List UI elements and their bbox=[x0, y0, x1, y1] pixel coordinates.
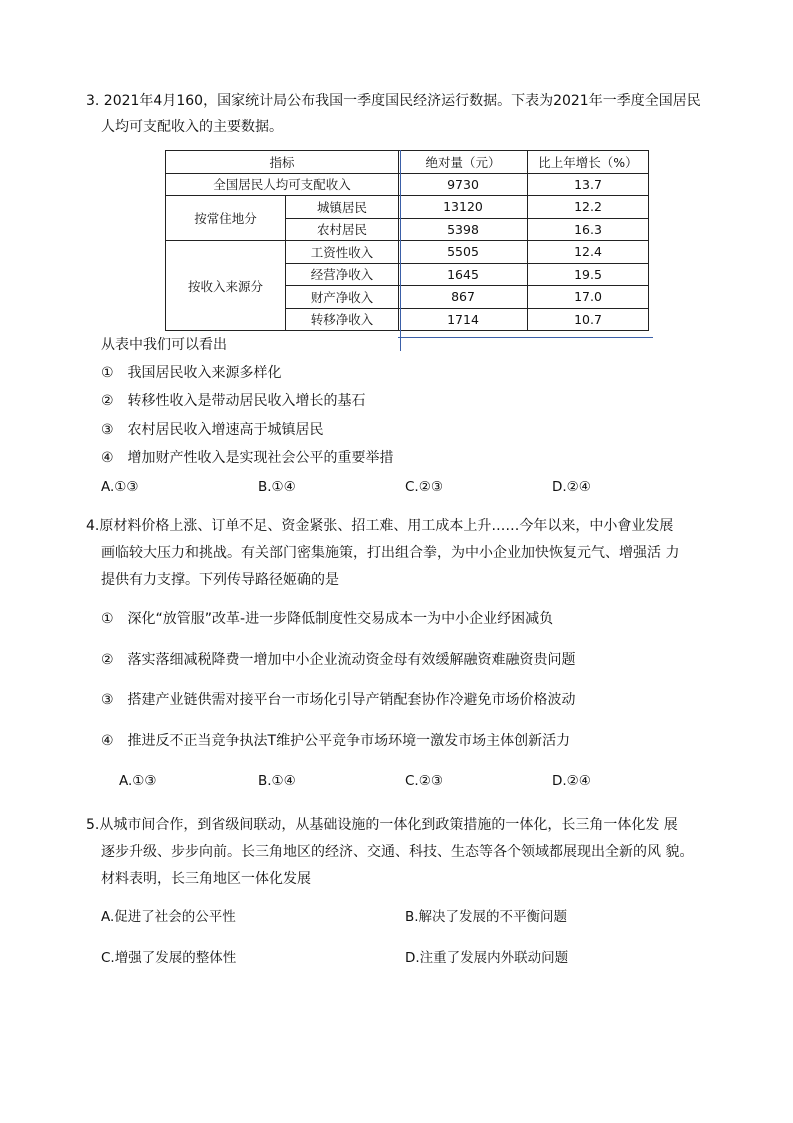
table-cell-amount: 1645 bbox=[399, 263, 528, 286]
table-cell-label: 财产净收入 bbox=[286, 286, 399, 309]
table-cell-growth: 17.0 bbox=[528, 286, 649, 309]
table-group-label: 按常住地分 bbox=[166, 196, 286, 241]
q3-stem-line1: 3. 2021年4月160，国家统计局公布我国一季度国民经济运行数据。下表为2021年一季度全国居民 bbox=[86, 93, 701, 109]
table-cell-amount: 9730 bbox=[399, 173, 528, 196]
q3-option-c[interactable]: C.②③ bbox=[405, 479, 443, 495]
q3-option-d[interactable]: D.②④ bbox=[552, 479, 591, 495]
table-row bbox=[166, 173, 649, 196]
table-cell-growth: 16.3 bbox=[528, 218, 649, 241]
q4-item-3: ③ 搭建产业链供需对接平台一市场化引导产销配套协作冷避免市场价格波动 bbox=[101, 692, 576, 708]
table-cell-amount: 13120 bbox=[399, 196, 528, 219]
table-header-row bbox=[166, 151, 649, 174]
q4-item-2: ② 落实落细减税降费一增加中小企业流动资金母有效缓解融资难融资贵问题 bbox=[101, 652, 576, 668]
q4-item-1: ① 深化“放管服”改革-进一步降低制度性交易成本一为中小企业纾困减负 bbox=[101, 611, 554, 627]
table-overlay-vertical-line bbox=[400, 150, 401, 351]
table-cell-growth: 13.7 bbox=[528, 173, 649, 196]
table-group-label: 按收入来源分 bbox=[166, 241, 286, 331]
q4-option-b[interactable]: B.①④ bbox=[258, 773, 296, 789]
table-cell-label: 农村居民 bbox=[286, 218, 399, 241]
q4-option-d[interactable]: D.②④ bbox=[552, 773, 591, 789]
table-row bbox=[166, 241, 649, 264]
q4-stem-line2: 画临较大压力和挑战。有关部门密集施策，打出组合拳，为中小企业加快恢复元气、增强活 力 bbox=[101, 545, 680, 561]
q4-item-4: ④ 推进反不正当竞争执法T维护公平竞争市场环境一激发市场主体创新活力 bbox=[101, 733, 571, 749]
q5-option-c[interactable]: C.增强了发展的整体性 bbox=[101, 950, 237, 966]
q5-option-a[interactable]: A.促进了社会的公平性 bbox=[101, 909, 236, 925]
table-cell-growth: 19.5 bbox=[528, 263, 649, 286]
table-cell-label: 城镇居民 bbox=[286, 196, 399, 219]
q3-item-4: ④ 增加财产性收入是实现社会公平的重要举措 bbox=[101, 450, 394, 466]
income-table bbox=[165, 150, 649, 331]
table-cell-label: 转移净收入 bbox=[286, 308, 399, 331]
q3-stem-line2: 人均可支配收入的主要数据。 bbox=[101, 119, 283, 135]
q5-stem-line2: 逐步升级、步步向前。长三角地区的经济、交通、科技、生态等各个领域都展现出全新的风 貌。 bbox=[101, 844, 694, 860]
q3-item-3: ③ 农村居民收入增速高于城镇居民 bbox=[101, 422, 324, 438]
table-cell-amount: 1714 bbox=[399, 308, 528, 331]
q3-option-b[interactable]: B.①④ bbox=[258, 479, 296, 495]
table-row bbox=[166, 196, 649, 219]
table-header-growth: 比上年增长（%） bbox=[528, 151, 649, 174]
q4-stem-line3: 提供有力支撑。下列传导路径姬确的是 bbox=[101, 572, 339, 588]
table-overlay-horizontal-line bbox=[398, 337, 653, 338]
table-cell-label: 全国居民人均可支配收入 bbox=[166, 173, 399, 196]
q3-intro: 从表中我们可以看出 bbox=[101, 337, 227, 353]
table-cell-label: 工资性收入 bbox=[286, 241, 399, 264]
table-cell-amount: 5398 bbox=[399, 218, 528, 241]
q5-stem-line1: 5.从城市间合作，到省级间联动，从基础设施的一体化到政策措施的一体化，长三角一体化发 展 bbox=[86, 817, 678, 833]
q4-option-c[interactable]: C.②③ bbox=[405, 773, 443, 789]
q3-item-2: ② 转移性收入是带动居民收入增长的基石 bbox=[101, 393, 366, 409]
q5-stem-line3: 材料表明，长三角地区一体化发展 bbox=[101, 871, 311, 887]
table-cell-growth: 10.7 bbox=[528, 308, 649, 331]
table-cell-growth: 12.4 bbox=[528, 241, 649, 264]
q3-item-1: ① 我国居民收入来源多样化 bbox=[101, 365, 282, 381]
table-cell-growth: 12.2 bbox=[528, 196, 649, 219]
table-header-amount: 绝对量（元） bbox=[399, 151, 528, 174]
q5-option-b[interactable]: B.解决了发展的不平衡问题 bbox=[405, 909, 568, 925]
table-header-indicator: 指标 bbox=[166, 151, 399, 174]
q5-option-d[interactable]: D.注重了发展内外联动问题 bbox=[405, 950, 569, 966]
q4-option-a[interactable]: A.①③ bbox=[119, 773, 157, 789]
table-cell-amount: 5505 bbox=[399, 241, 528, 264]
q4-stem-line1: 4.原材料价格上涨、订单不足、资金紧张、招工难、用工成本上升……今年以来，中小會业发展 bbox=[86, 518, 674, 534]
table-cell-amount: 867 bbox=[399, 286, 528, 309]
table-cell-label: 经营净收入 bbox=[286, 263, 399, 286]
q3-option-a[interactable]: A.①③ bbox=[101, 479, 139, 495]
